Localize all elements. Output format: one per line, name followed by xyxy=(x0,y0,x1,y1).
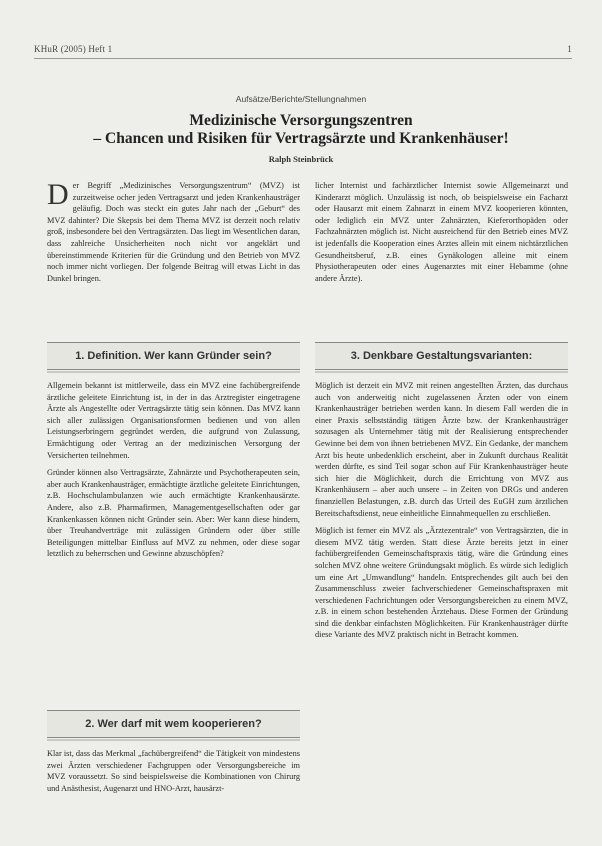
section-1-heading xyxy=(47,342,300,370)
section-2-heading xyxy=(47,710,300,738)
title-line-1: Medizinische Versorgungszentren xyxy=(189,112,413,129)
journal-reference: KHuR (2005) Heft 1 xyxy=(34,44,113,54)
running-head xyxy=(34,44,572,56)
section-2-heading-text: 2. Wer darf mit wem kooperieren? xyxy=(85,718,262,730)
section-1-paragraph-2: Gründer können also Vertragsärzte, Zahnärzte und Psychotherapeuten sein, aber auch Krankenhausträger, ermächtigte ärztliche geleitete Einrichtungen, z.B. Hochschulambulanzen wie auch ermächtigte Krankenhausärzte. Andere, also z.B. Pharmafirmen, Managementgesellschaften oder gar Krankenkassen können nicht Gründer sein. Aber: Wer kann diese hindern, über Treuhandverträge mit zulässigen Gründern oder über stille Beteiligungen mittelbar Einfluss auf MVZ zu nehmen, oder diese sogar letztlich zu beherrschen und Gewinne abzuschöpfen? xyxy=(47,468,300,559)
page-number: 1 xyxy=(567,44,572,54)
section-3-body xyxy=(315,380,568,647)
section-3-paragraph-2: Möglich ist ferner ein MVZ als „Ärztezentrale“ von Vertragsärzten, die in diesem MVZ tätig werden. Statt diese Ärzte bereits jetzt in einer fachübergreifenden Gemeinschaftspraxis tätig, wäre die Gründung eines solchen MVZ ohne weitere Gründungsakt möglich. Es würde sich lediglich um eine Art „Umwandlung“ handeln. Entsprechendes gilt auch bei den Zusammenschluss zweier fachverschiedener Gemeinschaftspraxen mit verschiedenen Fachrichtungen oder Versorgungsbereichen zu einem MVZ, z.B. in einem schon bestehenden Ärztehaus. Diese Formen der Gründung sind die denkbar einfachsten Möglichkeiten. Für Krankenhausträger dürfte diese Variante des MVZ praktisch nicht in Betracht kommen. xyxy=(315,526,568,640)
intro-paragraph xyxy=(47,180,300,290)
right-top-text: licher Internist und fachärztlicher Internist sowie Allgemeinarzt und Kinderarzt möglich. Unzulässig ist noch, ob beispielsweise ein Facharzt oder Hausarzt mit einem Zahnarzt in einem MVZ kooperieren könnten, oder lediglich ein MVZ unter Zahnärzten, Kieferorthopäden oder Fachzahnärzten möglich ist. Nicht ausreichend für den Betrieb eines MVZ ist jedenfalls die Kooperation eines Arztes allein mit einem nichtärztlichen Gesundheitsberuf, z.B. eines Gynäkologen alleine mit einem Physiotherapeuten oder eines Augenarztes mit einer Hebamme (ohne andere Ärzte). xyxy=(315,181,568,283)
section-2-body xyxy=(47,748,300,800)
section-1-heading-text: 1. Definition. Wer kann Gründer sein? xyxy=(75,350,272,362)
title-line-2: – Chancen und Risiken für Vertragsärzte und Krankenhäuser! xyxy=(93,130,509,147)
header-divider xyxy=(34,58,572,59)
article-author: Ralph Steinbrück xyxy=(268,154,334,164)
section-category: Aufsätze/Berichte/Stellungnahmen xyxy=(235,94,367,104)
intro-text: er Begriff „Medizinisches Versorgungszentrum“ (MVZ) ist zurzeitweise ocher jeden Vertragsarzt und jeden Krankenhausträger geläufig. Doch was steckt ein gutes Jahr nach der „Geburt“ des MVZ dahinter? Die Skepsis bei dem Thema MVZ ist derzeit noch relativ groß, insbesondere bei den Vertragsärzten. Das liegt im Wesentlichen daran, dass zahlreiche Unsicherheiten noch nicht vor angeklärt und übereinstimmende Kriterien für die Gründung und den Betrieb von MVZ noch immer nicht vorliegen. Der folgende Beitrag will etwas Licht in das Dunkel bringen. xyxy=(47,181,300,283)
drop-cap: D xyxy=(47,178,69,211)
section-2-paragraph-1: Klar ist, dass das Merkmal „fachübergreifend“ die Tätigkeit von mindestens zwei Ärzten verschiedener Fachgruppen oder Versorgungsbereiche im MVZ voraussetzt. So sind beispielsweise die Kombinationen von Chirurg und Anästhesist, Augenarzt und HNO-Arzt, hausärzt- xyxy=(47,749,300,793)
section-3-heading-text: 3. Denkbare Gestaltungsvarianten: xyxy=(350,350,533,362)
article-title xyxy=(0,112,602,148)
section-1-body xyxy=(47,380,300,566)
section-1-paragraph-1: Allgemein bekannt ist mittlerweile, dass ein MVZ eine fachübergreifende ärztliche geleitete Einrichtung ist, in der in das Arztregister eingetragene Ärzte als Angestellte oder Vertragsärzte tätig sein können. Das MVZ kann sich aller zulässigen Organisationsformen bedienen und von allen Leistungserbringern gegründet werden, die aufgrund von Zulassung, Ermächtigung oder Vertrag an der medizinischen Versorgung der Versicherten teilnehmen. xyxy=(47,381,300,460)
section-3-paragraph-1: Möglich ist derzeit ein MVZ mit reinen angestellten Ärzten, das durchaus auch von anderweitig nicht zugelassenen Ärzten oder von einem Krankenhausträger betrieben werden kann. In diesem Fall werden die in einer Praxis selbstständig tätigen Ärzte bzw. der Krankenhausträger sozusagen als Unternehmer tätig mit der Realisierung entsprechender Gewinne bei dem von ihnen betriebenen MVZ. Ein Gedanke, der manchem Arzt bis heute unbedenklich erscheint, aber in Zukunft durchaus Realität werden dürfte, es sind Teil sogar schon auf Für Krankenhausträger heute sich hier die Möglichkeit, durch die Errichtung von MVZ aus Krankenhäusern – aber auch unsere – in Zeiten von DRGs und anderen finanziellen Belastungen, z.B. durch das Urteil des EuGH zum ärztlichen Bereitschaftsdienst, neue einheitliche Einnahmequellen zu erschließen. xyxy=(315,381,568,518)
section-3-heading xyxy=(315,342,568,370)
right-column-top-paragraph xyxy=(315,180,568,290)
